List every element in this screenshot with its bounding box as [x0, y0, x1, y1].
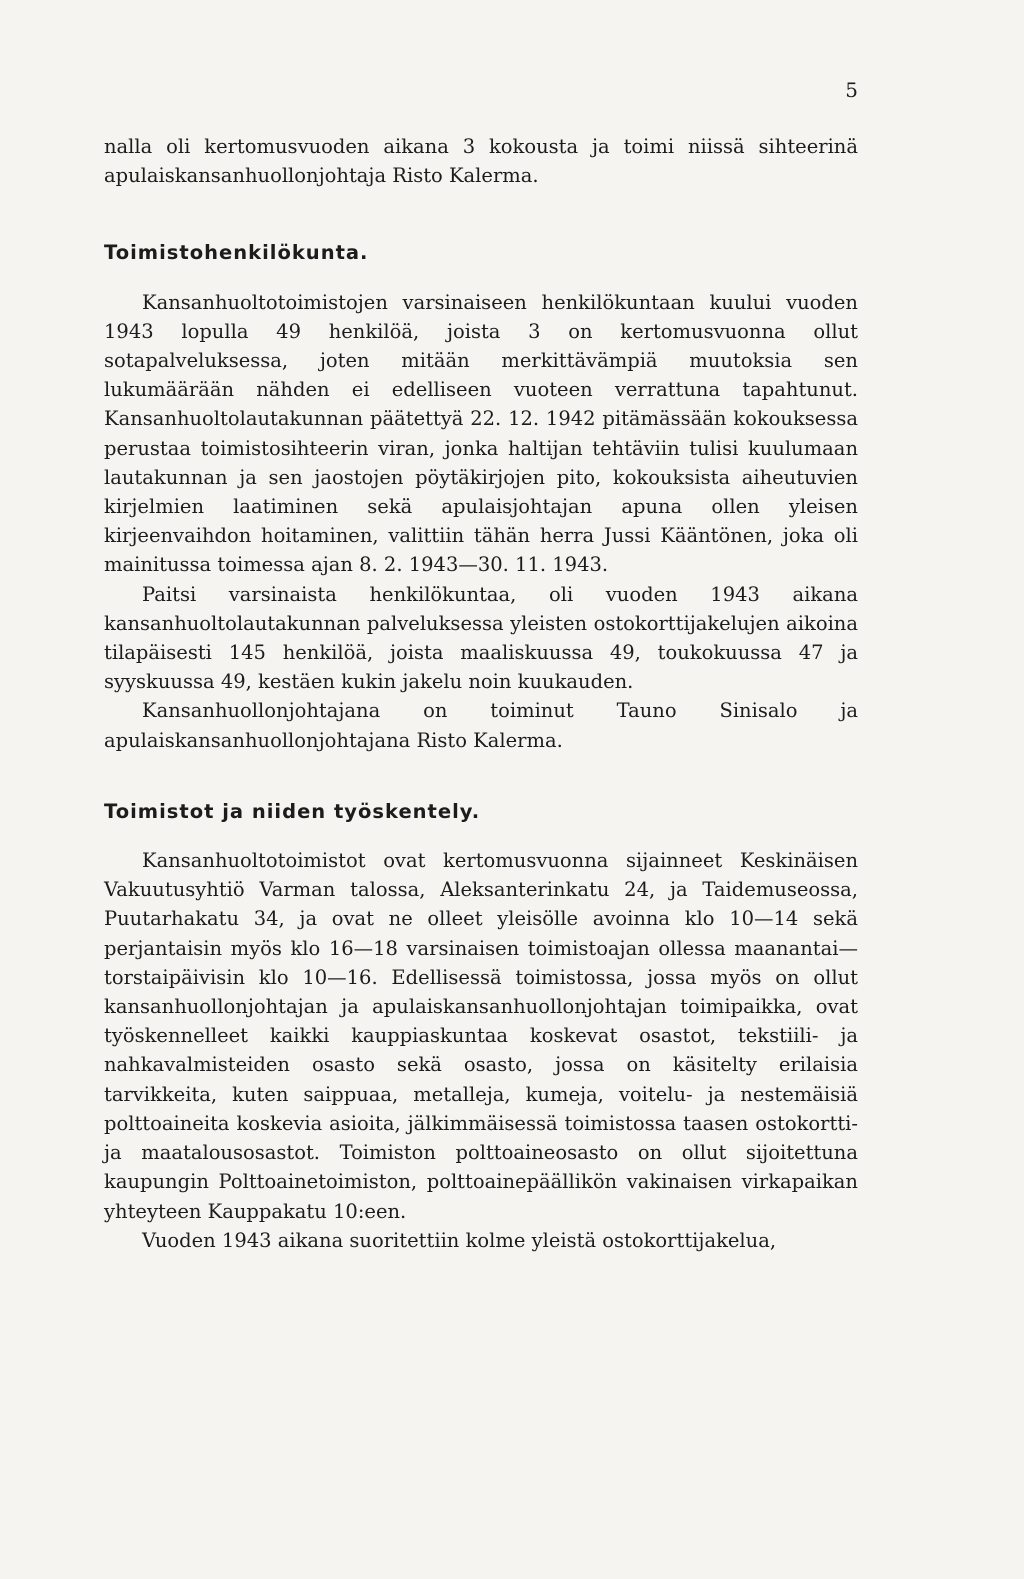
- paragraph: Kansanhuoltotoimistojen varsinaiseen henkilökuntaan kuului vuoden 1943 lopulla 49 henkilöä, joista 3 on kertomusvuonna ollut sotapalveluksessa, joten mitään merkittävämpiä muutoksia sen lukumäärään nähden ei edelliseen vuoteen verrattuna tapahtunut. Kansanhuoltolautakunnan päätettyä 22. 12. 1942 pitämässään kokouksessa perustaa toimistosihteerin viran, jonka haltijan tehtäviin tulisi kuulumaan lautakunnan ja sen jaostojen pöytäkirjojen pito, kokouksista aiheutuvien kirjelmien laatiminen sekä apulaisjohtajan apuna ollen yleisen kirjeenvaihdon hoitaminen, valittiin tähän herra Jussi Kääntönen, joka oli mainitussa toimessa ajan 8. 2. 1943—30. 11. 1943.: [104, 290, 858, 577]
- page-number: 5: [845, 78, 858, 102]
- paragraph: Kansanhuoltotoimistot ovat kertomusvuonna sijainneet Keskinäisen Vakuutusyhtiö Varman talossa, Aleksanterinkatu 24, ja Taidemuseossa, Puutarhakatu 34, ja ovat ne olleet yleisölle avoinna klo 10—14 sekä perjantaisin myös klo 16—18 varsinaisen toimistoajan ollessa maanantai—torstaipäivisin klo 10—16. Edellisessä toimistossa, jossa myös on ollut kansanhuollonjohtajan ja apulaiskansanhuollonjohtajan toimipaikka, ovat työskennelleet kaikki kauppiaskuntaa koskevat osastot, tekstiili- ja nahkavalmisteiden osasto sekä osasto, jossa on käsitelty erilaisia tarvikkeita, kuten saippuaa, metalleja, kumeja, voitelu- ja nestemäisiä polttoaineita koskevia asioita, jälkimmäisessä toimistossa taasen ostokortti- ja maatalousosastot. Toimiston polttoaineosasto on ollut sijoitettuna kaupungin Polttoainetoimiston, polttoainepäällikön vakinaisen virkapaikan yhteyteen Kauppakatu 10:een.: [104, 849, 858, 1223]
- document-page: [104, 70, 858, 1570]
- paragraph: Vuoden 1943 aikana suoritettiin kolme yleistä ostokorttijakelua,: [142, 1228, 777, 1252]
- paragraph: Kansanhuollonjohtajana on toiminut Tauno Sinisalo ja apulaiskansanhuollonjohtajana Risto Kalerma.: [104, 699, 858, 752]
- paragraph: Paitsi varsinaista henkilökuntaa, oli vuoden 1943 aikana kansanhuoltolautakunnan palveluksessa yleisten ostokorttijakelujen aikoina tilapäisesti 145 henkilöä, joista maaliskuussa 49, toukokuussa 47 ja syyskuussa 49, kestäen kukin jakelu noin kuukauden.: [104, 582, 858, 694]
- section-heading-offices: Toimistot ja niiden työskentely.: [104, 799, 481, 823]
- section-heading-staff: Toimistohenkilökunta.: [104, 241, 369, 265]
- intro-paragraph: nalla oli kertomusvuoden aikana 3 kokousta ja toimi niissä sihteerinä apulaiskansanhuollonjohtaja Risto Kalerma.: [104, 135, 858, 188]
- body-text: [104, 132, 858, 1255]
